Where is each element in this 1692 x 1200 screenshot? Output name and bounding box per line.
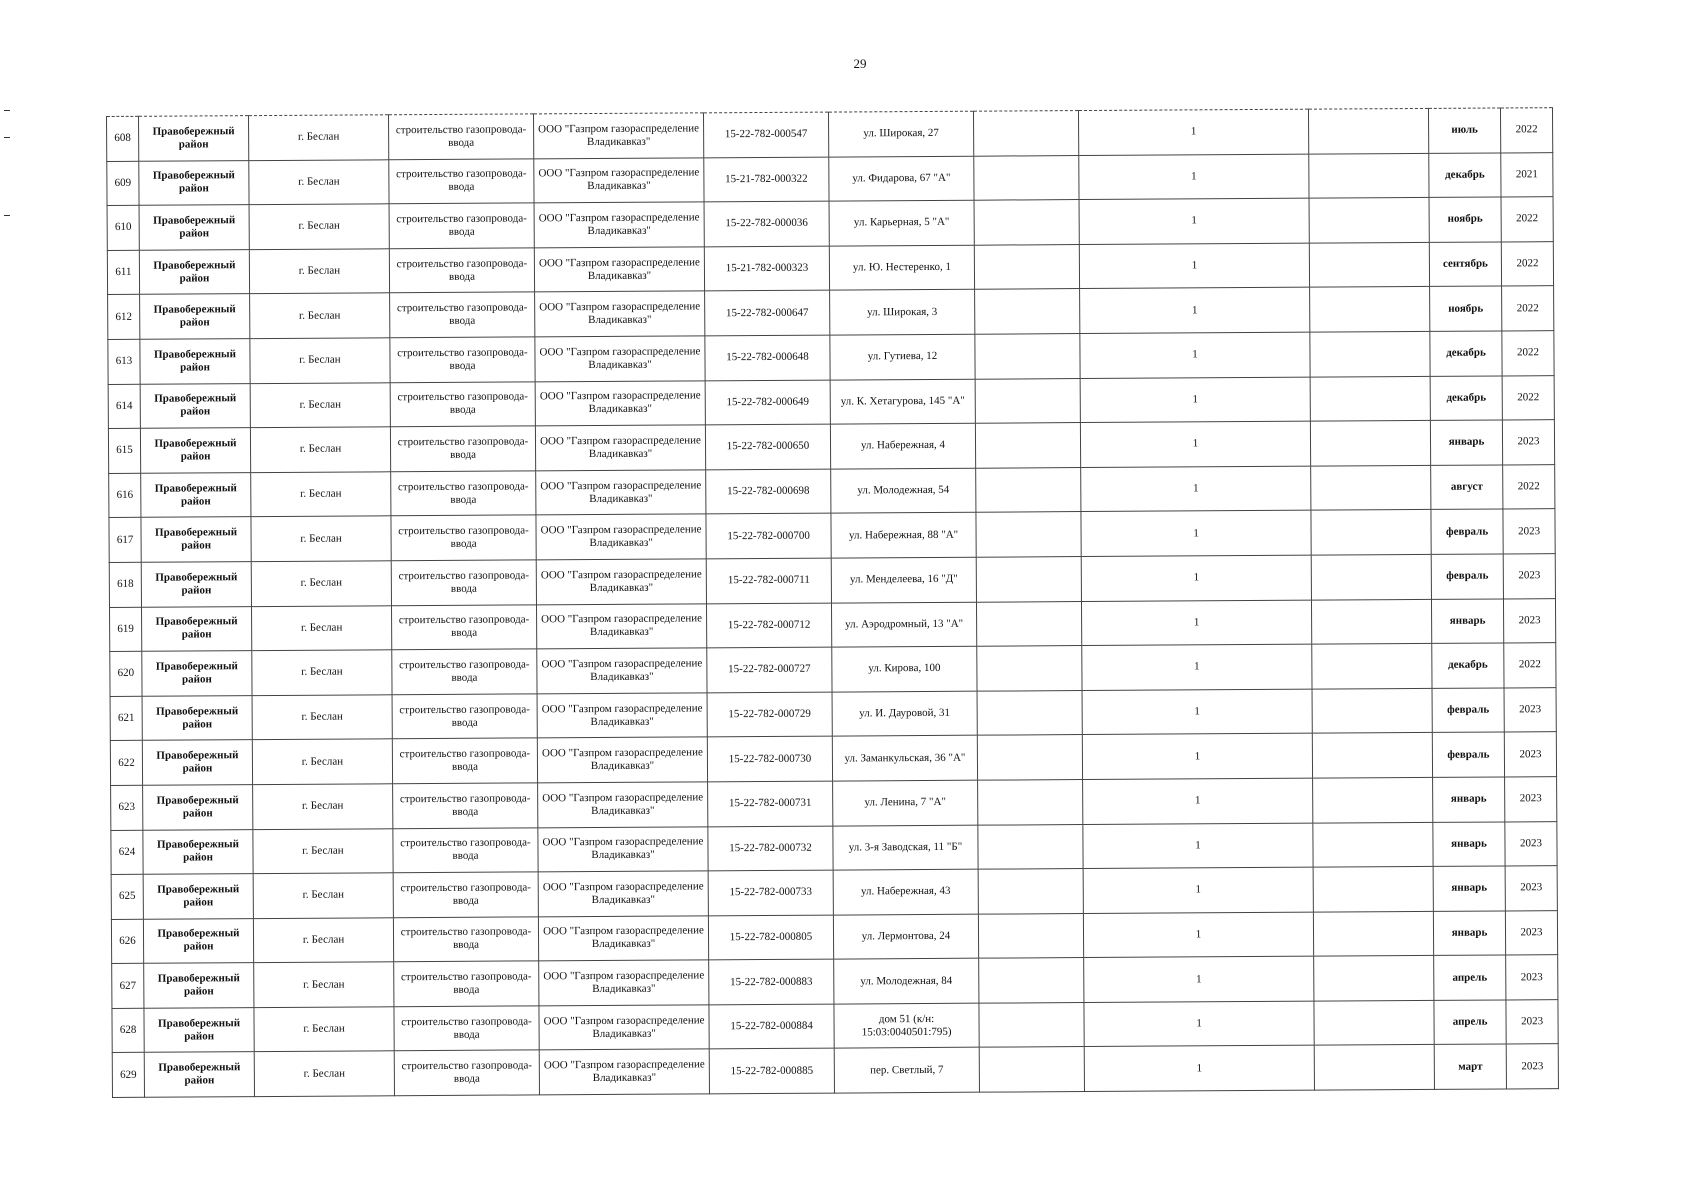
empty-cell — [975, 334, 1080, 379]
row-number: 620 — [110, 651, 142, 696]
empty-cell — [978, 824, 1083, 869]
city-cell: г. Беслан — [249, 159, 389, 204]
address-cell: ул. Молодежная, 54 — [831, 468, 976, 513]
city-cell: г. Беслан — [252, 739, 392, 784]
year-cell: 2022 — [1502, 331, 1554, 376]
object-code-cell: 15-22-782-000729 — [707, 692, 832, 737]
quantity-cell: 1 — [1080, 332, 1310, 378]
organization-cell: ООО "Газпром газораспределение Владикавказ" — [533, 113, 703, 159]
organization-cell: ООО "Газпром газораспределение Владикавказ" — [535, 291, 705, 337]
month-cell: ноябрь — [1429, 197, 1501, 242]
work-type-cell: строительство газопровода-ввода — [394, 1006, 539, 1051]
empty-cell — [974, 200, 1079, 245]
district-cell: Правобережный район — [143, 918, 253, 963]
work-type-cell: строительство газопровода-ввода — [394, 961, 539, 1006]
empty-cell — [1313, 822, 1433, 867]
work-type-cell: строительство газопровода-ввода — [393, 783, 538, 828]
object-code-cell: 15-22-782-000805 — [708, 915, 833, 960]
object-code-cell: 15-22-782-000711 — [706, 558, 831, 603]
month-cell: январь — [1433, 821, 1505, 866]
row-number: 629 — [112, 1053, 144, 1098]
row-number: 614 — [108, 384, 140, 429]
quantity-cell: 1 — [1080, 421, 1310, 467]
organization-cell: ООО "Газпром газораспределение Владикавказ" — [538, 826, 708, 872]
quantity-cell: 1 — [1081, 466, 1311, 512]
month-cell: декабрь — [1429, 153, 1501, 198]
empty-cell — [974, 244, 1079, 289]
empty-cell — [977, 735, 1082, 780]
empty-cell — [1311, 510, 1431, 555]
address-cell: ул. Молодежная, 84 — [834, 958, 979, 1003]
empty-cell — [1310, 287, 1430, 332]
city-cell: г. Беслан — [253, 784, 393, 829]
organization-cell: ООО "Газпром газораспределение Владикавказ" — [538, 782, 708, 828]
empty-cell — [1311, 554, 1431, 599]
organization-cell: ООО "Газпром газораспределение Владикавказ" — [538, 871, 708, 917]
address-cell: ул. Кирова, 100 — [832, 646, 977, 691]
address-cell: ул. Ю. Нестеренко, 1 — [829, 245, 974, 290]
district-cell: Правобережный район — [140, 383, 250, 428]
year-cell: 2022 — [1504, 643, 1556, 688]
empty-cell — [977, 690, 1082, 735]
work-type-cell: строительство газопровода-ввода — [389, 203, 534, 248]
quantity-cell: 1 — [1079, 198, 1309, 244]
organization-cell: ООО "Газпром газораспределение Владикавказ" — [539, 960, 709, 1006]
organization-cell: ООО "Газпром газораспределение Владикавказ" — [535, 336, 705, 382]
year-cell: 2023 — [1503, 509, 1555, 554]
address-cell: ул. Набережная, 4 — [830, 423, 975, 468]
city-cell: г. Беслан — [253, 873, 393, 918]
city-cell: г. Беслан — [249, 204, 389, 249]
district-cell: Правобережный район — [144, 1052, 254, 1097]
margin-mark — [4, 215, 10, 216]
year-cell: 2023 — [1505, 866, 1557, 911]
empty-cell — [1314, 956, 1434, 1001]
empty-cell — [979, 1002, 1084, 1047]
organization-cell: ООО "Газпром газораспределение Владикавказ" — [539, 1049, 709, 1095]
margin-mark — [4, 137, 10, 138]
year-cell: 2023 — [1505, 821, 1557, 866]
empty-cell — [1312, 644, 1432, 689]
quantity-cell: 1 — [1083, 912, 1313, 958]
work-type-cell: строительство газопровода-ввода — [392, 694, 537, 739]
year-cell: 2023 — [1506, 955, 1558, 1000]
row-number: 619 — [109, 607, 141, 652]
year-cell: 2023 — [1503, 598, 1555, 643]
district-cell: Правобережный район — [139, 205, 249, 250]
work-type-cell: строительство газопровода-ввода — [393, 827, 538, 872]
organization-cell: ООО "Газпром газораспределение Владикавказ" — [534, 157, 704, 203]
district-cell: Правобережный район — [141, 606, 251, 651]
month-cell: апрель — [1434, 955, 1506, 1000]
work-type-cell: строительство газопровода-ввода — [391, 560, 536, 605]
object-code-cell: 15-22-782-000712 — [706, 603, 831, 648]
empty-cell — [978, 913, 1083, 958]
district-cell: Правобережный район — [140, 428, 250, 473]
address-cell: ул. Гутиева, 12 — [830, 334, 975, 379]
address-cell: ул. 3-я Заводская, 11 "Б" — [833, 825, 978, 870]
year-cell: 2021 — [1501, 152, 1553, 197]
quantity-cell: 1 — [1084, 956, 1314, 1002]
empty-cell — [979, 958, 1084, 1003]
year-cell: 2022 — [1500, 108, 1552, 153]
organization-cell: ООО "Газпром газораспределение Владикавказ" — [536, 470, 706, 516]
month-cell: январь — [1433, 911, 1505, 956]
object-code-cell: 15-22-782-000727 — [707, 647, 832, 692]
row-number: 625 — [111, 874, 143, 919]
work-type-cell: строительство газопровода-ввода — [393, 917, 538, 962]
quantity-cell: 1 — [1080, 377, 1310, 423]
empty-cell — [1308, 108, 1428, 153]
month-cell: август — [1431, 465, 1503, 510]
city-cell: г. Беслан — [250, 293, 390, 338]
year-cell: 2023 — [1503, 554, 1555, 599]
month-cell: январь — [1433, 866, 1505, 911]
district-cell: Правобережный район — [142, 695, 252, 740]
city-cell: г. Беслан — [251, 561, 391, 606]
work-type-cell: строительство газопровода-ввода — [390, 337, 535, 382]
organization-cell: ООО "Газпром газораспределение Владикавказ" — [536, 514, 706, 560]
address-cell: ул. Фидарова, 67 "А" — [829, 156, 974, 201]
work-type-cell: строительство газопровода-ввода — [392, 649, 537, 694]
empty-cell — [975, 423, 1080, 468]
year-cell: 2023 — [1506, 1044, 1558, 1089]
empty-cell — [978, 779, 1083, 824]
empty-cell — [1313, 867, 1433, 912]
quantity-cell: 1 — [1080, 288, 1310, 334]
year-cell: 2023 — [1502, 420, 1554, 465]
empty-cell — [973, 111, 1078, 156]
empty-cell — [1309, 198, 1429, 243]
address-cell: дом 51 (к/н: 15:03:0040501:795) — [834, 1003, 979, 1048]
district-cell: Правобережный район — [141, 517, 251, 562]
year-cell: 2023 — [1505, 777, 1557, 822]
quantity-cell: 1 — [1084, 1001, 1314, 1047]
address-cell: ул. К. Хетагурова, 145 "А" — [830, 379, 975, 424]
organization-cell: ООО "Газпром газораспределение Владикавказ" — [535, 380, 705, 426]
work-type-cell: строительство газопровода-ввода — [392, 738, 537, 783]
row-number: 626 — [111, 919, 143, 964]
city-cell: г. Беслан — [253, 917, 393, 962]
year-cell: 2023 — [1504, 687, 1556, 732]
address-cell: ул. Карьерная, 5 "А" — [829, 200, 974, 245]
month-cell: декабрь — [1430, 376, 1502, 421]
city-cell: г. Беслан — [251, 516, 391, 561]
quantity-cell: 1 — [1081, 555, 1311, 601]
city-cell: г. Беслан — [249, 249, 389, 294]
object-code-cell: 15-22-782-000883 — [709, 959, 834, 1004]
row-number: 622 — [110, 741, 142, 786]
object-code-cell: 15-22-782-000700 — [706, 513, 831, 558]
empty-cell — [1310, 376, 1430, 421]
city-cell: г. Беслан — [253, 828, 393, 873]
empty-cell — [977, 646, 1082, 691]
city-cell: г. Беслан — [251, 472, 391, 517]
row-number: 618 — [109, 562, 141, 607]
organization-cell: ООО "Газпром газораспределение Владикавказ" — [538, 916, 708, 962]
empty-cell — [1309, 242, 1429, 287]
address-cell: ул. Заманкульская, 36 "А" — [832, 736, 977, 781]
object-code-cell: 15-22-782-000649 — [705, 380, 830, 425]
year-cell: 2022 — [1502, 375, 1554, 420]
address-cell: ул. И. Дауровой, 31 — [832, 691, 977, 736]
page-number: 29 — [853, 56, 867, 71]
organization-cell: ООО "Газпром газораспределение Владикавказ" — [534, 247, 704, 293]
district-cell: Правобережный район — [143, 785, 253, 830]
object-code-cell: 15-22-782-000650 — [705, 424, 830, 469]
work-type-cell: строительство газопровода-ввода — [390, 292, 535, 337]
year-cell: 2022 — [1501, 241, 1553, 286]
work-type-cell: строительство газопровода-ввода — [391, 515, 536, 560]
work-type-cell: строительство газопровода-ввода — [393, 872, 538, 917]
city-cell: г. Беслан — [254, 1051, 394, 1096]
empty-cell — [1314, 1045, 1434, 1090]
quantity-cell: 1 — [1083, 778, 1313, 824]
row-number: 621 — [110, 696, 142, 741]
organization-cell: ООО "Газпром газораспределение Владикавказ" — [536, 603, 706, 649]
row-number: 613 — [108, 339, 140, 384]
organization-cell: ООО "Газпром газораспределение Владикавказ" — [537, 693, 707, 739]
work-type-cell: строительство газопровода-ввода — [390, 426, 535, 471]
quantity-cell: 1 — [1082, 689, 1312, 735]
object-code-cell: 15-22-782-000730 — [707, 736, 832, 781]
year-cell: 2023 — [1504, 732, 1556, 777]
month-cell: декабрь — [1430, 331, 1502, 376]
empty-cell — [1312, 688, 1432, 733]
district-cell: Правобережный район — [143, 829, 253, 874]
quantity-cell: 1 — [1082, 733, 1312, 779]
year-cell: 2023 — [1506, 1000, 1558, 1045]
object-code-cell: 15-22-782-000731 — [708, 781, 833, 826]
month-cell: февраль — [1432, 688, 1504, 733]
organization-cell: ООО "Газпром газораспределение Владикавказ" — [535, 425, 705, 471]
quantity-cell: 1 — [1084, 1046, 1314, 1092]
address-cell: ул. Набережная, 43 — [833, 869, 978, 914]
organization-cell: ООО "Газпром газораспределение Владикавказ" — [537, 737, 707, 783]
row-number: 617 — [109, 518, 141, 563]
empty-cell — [974, 155, 1079, 200]
district-cell: Правобережный район — [139, 116, 249, 161]
empty-cell — [1311, 465, 1431, 510]
object-code-cell: 15-22-782-000885 — [709, 1049, 834, 1094]
address-cell: ул. Ленина, 7 "А" — [833, 780, 978, 825]
district-cell: Правобережный район — [141, 562, 251, 607]
empty-cell — [1313, 911, 1433, 956]
quantity-cell: 1 — [1081, 600, 1311, 646]
object-code-cell: 15-21-782-000322 — [704, 157, 829, 202]
row-number: 623 — [111, 785, 143, 830]
row-number: 609 — [107, 161, 139, 206]
row-number: 615 — [108, 428, 140, 473]
object-code-cell: 15-22-782-000647 — [705, 290, 830, 335]
month-cell: февраль — [1431, 554, 1503, 599]
month-cell: июль — [1428, 108, 1500, 153]
register-sheet — [106, 116, 1553, 1098]
empty-cell — [975, 378, 1080, 423]
row-number: 628 — [112, 1008, 144, 1053]
empty-cell — [1314, 1000, 1434, 1045]
work-type-cell: строительство газопровода-ввода — [391, 471, 536, 516]
city-cell: г. Беслан — [250, 338, 390, 383]
year-cell: 2022 — [1502, 286, 1554, 331]
row-number: 612 — [108, 295, 140, 340]
empty-cell — [1309, 153, 1429, 198]
work-type-cell: строительство газопровода-ввода — [389, 248, 534, 293]
district-cell: Правобережный район — [144, 1007, 254, 1052]
register-table — [106, 107, 1559, 1098]
object-code-cell: 15-22-782-000547 — [703, 112, 828, 157]
quantity-cell: 1 — [1082, 644, 1312, 690]
district-cell: Правобережный район — [144, 963, 254, 1008]
quantity-cell: 1 — [1078, 109, 1308, 155]
empty-cell — [1311, 599, 1431, 644]
object-code-cell: 15-22-782-000648 — [705, 335, 830, 380]
empty-cell — [976, 512, 1081, 557]
empty-cell — [979, 1047, 1084, 1092]
district-cell: Правобережный район — [139, 249, 249, 294]
month-cell: январь — [1430, 420, 1502, 465]
city-cell: г. Беслан — [249, 115, 389, 160]
empty-cell — [978, 869, 1083, 914]
quantity-cell: 1 — [1081, 510, 1311, 556]
city-cell: г. Беслан — [254, 1007, 394, 1052]
address-cell: ул. Аэродромный, 13 "А" — [831, 602, 976, 647]
city-cell: г. Беслан — [252, 694, 392, 739]
organization-cell: ООО "Газпром газораспределение Владикавказ" — [536, 559, 706, 605]
year-cell: 2022 — [1503, 464, 1555, 509]
object-code-cell: 15-22-782-000884 — [709, 1004, 834, 1049]
row-number: 627 — [112, 964, 144, 1009]
work-type-cell: строительство газопровода-ввода — [389, 158, 534, 203]
work-type-cell: строительство газопровода-ввода — [394, 1050, 539, 1095]
work-type-cell: строительство газопровода-ввода — [391, 604, 536, 649]
empty-cell — [976, 556, 1081, 601]
object-code-cell: 15-22-782-000698 — [706, 469, 831, 514]
row-number: 608 — [107, 116, 139, 161]
address-cell: ул. Широкая, 27 — [828, 111, 973, 156]
object-code-cell: 15-22-782-000036 — [704, 201, 829, 246]
city-cell: г. Беслан — [250, 382, 390, 427]
district-cell: Правобережный район — [142, 651, 252, 696]
object-code-cell: 15-21-782-000323 — [704, 246, 829, 291]
district-cell: Правобережный район — [143, 874, 253, 919]
quantity-cell: 1 — [1083, 867, 1313, 913]
city-cell: г. Беслан — [254, 962, 394, 1007]
district-cell: Правобережный район — [142, 740, 252, 785]
margin-mark — [4, 110, 10, 111]
month-cell: ноябрь — [1430, 286, 1502, 331]
district-cell: Правобережный район — [139, 160, 249, 205]
district-cell: Правобережный район — [141, 472, 251, 517]
month-cell: декабрь — [1432, 643, 1504, 688]
organization-cell: ООО "Газпром газораспределение Владикавказ" — [537, 648, 707, 694]
row-number: 624 — [111, 830, 143, 875]
work-type-cell: строительство газопровода-ввода — [390, 381, 535, 426]
address-cell: ул. Менделеева, 16 "Д" — [831, 557, 976, 602]
quantity-cell: 1 — [1083, 823, 1313, 869]
address-cell: ул. Лермонтова, 24 — [833, 914, 978, 959]
object-code-cell: 15-22-782-000733 — [708, 870, 833, 915]
quantity-cell: 1 — [1079, 243, 1309, 289]
address-cell: ул. Широкая, 3 — [830, 290, 975, 335]
month-cell: март — [1434, 1044, 1506, 1089]
organization-cell: ООО "Газпром газораспределение Владикавказ" — [534, 202, 704, 248]
work-type-cell: строительство газопровода-ввода — [388, 114, 533, 159]
address-cell: ул. Набережная, 88 "А" — [831, 513, 976, 558]
empty-cell — [975, 289, 1080, 334]
district-cell: Правобережный район — [140, 339, 250, 384]
table-row — [112, 1044, 1558, 1097]
row-number: 616 — [109, 473, 141, 518]
register-body — [107, 108, 1559, 1098]
year-cell: 2022 — [1501, 197, 1553, 242]
month-cell: апрель — [1434, 1000, 1506, 1045]
month-cell: январь — [1431, 599, 1503, 644]
empty-cell — [976, 467, 1081, 512]
month-cell: февраль — [1431, 509, 1503, 554]
district-cell: Правобережный район — [140, 294, 250, 339]
object-code-cell: 15-22-782-000732 — [708, 826, 833, 871]
empty-cell — [1313, 777, 1433, 822]
quantity-cell: 1 — [1079, 154, 1309, 200]
year-cell: 2023 — [1505, 910, 1557, 955]
city-cell: г. Беслан — [251, 605, 391, 650]
empty-cell — [1312, 733, 1432, 778]
city-cell: г. Беслан — [250, 427, 390, 472]
organization-cell: ООО "Газпром газораспределение Владикавказ" — [539, 1005, 709, 1051]
row-number: 611 — [107, 250, 139, 295]
empty-cell — [1310, 331, 1430, 376]
city-cell: г. Беслан — [252, 650, 392, 695]
month-cell: февраль — [1432, 732, 1504, 777]
address-cell: пер. Светлый, 7 — [834, 1048, 979, 1093]
empty-cell — [976, 601, 1081, 646]
empty-cell — [1310, 421, 1430, 466]
month-cell: январь — [1433, 777, 1505, 822]
row-number: 610 — [107, 205, 139, 250]
month-cell: сентябрь — [1429, 242, 1501, 287]
